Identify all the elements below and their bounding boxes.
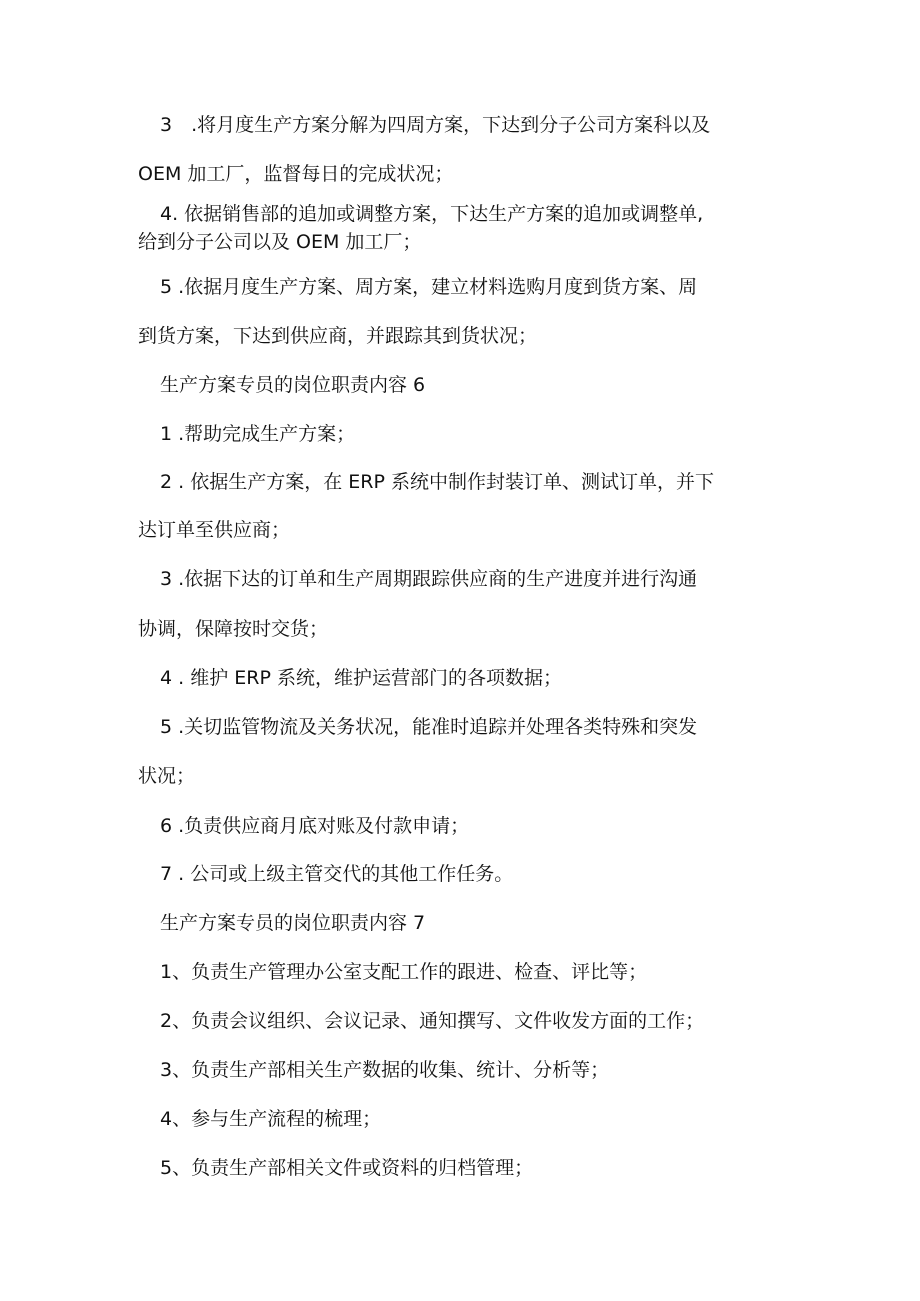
text-line: 3、负责生产部相关生产数据的收集、统计、分析等； (160, 1059, 610, 1081)
section-heading: 生产方案专员的岗位职责内容 7 (160, 912, 426, 934)
text-line: 协调，保障按时交货； (138, 618, 329, 640)
text-line: 3 .将月度生产方案分解为四周方案，下达到分子公司方案科以及 (160, 114, 711, 136)
text-line: 2、负责会议组织、会议记录、通知撰写、文件收发方面的工作； (160, 1010, 705, 1032)
text-line: 2 . 依据生产方案，在 ERP 系统中制作封装订单、测试订单，并下 (160, 471, 714, 493)
text-line: 7 . 公司或上级主管交代的其他工作任务。 (160, 863, 514, 885)
text-line: 4. 依据销售部的追加或调整方案，下达生产方案的追加或调整单, (160, 203, 704, 225)
text-line: 给到分子公司以及 OEM 加工厂； (138, 231, 422, 253)
text-line: 4 . 维护 ERP 系统，维护运营部门的各项数据； (160, 667, 562, 689)
text-line: OEM 加工厂，监督每日的完成状况； (138, 163, 454, 185)
text-line: 3 .依据下达的订单和生产周期跟踪供应商的生产进度并进行沟通 (160, 568, 698, 590)
text-line: 6 .负责供应商月底对账及付款申请； (160, 815, 470, 837)
text-line: 4、参与生产流程的梳理； (160, 1108, 382, 1130)
text-line: 5、负责生产部相关文件或资料的归档管理； (160, 1157, 534, 1179)
section-heading: 生产方案专员的岗位职责内容 6 (160, 374, 426, 396)
text-line: 状况； (138, 765, 196, 787)
text-line: 1 .帮助完成生产方案； (160, 423, 356, 445)
text-line: 5 .依据月度生产方案、周方案，建立材料选购月度到货方案、周 (160, 276, 698, 298)
text-line: 达订单至供应商； (138, 519, 291, 541)
text-line: 1、负责生产管理办公室支配工作的跟进、检查、评比等； (160, 961, 648, 983)
text-line: 5 .关切监管物流及关务状况，能准时追踪并处理各类特殊和突发 (160, 716, 698, 738)
text-line: 到货方案，下达到供应商，并跟踪其到货状况； (138, 325, 538, 347)
